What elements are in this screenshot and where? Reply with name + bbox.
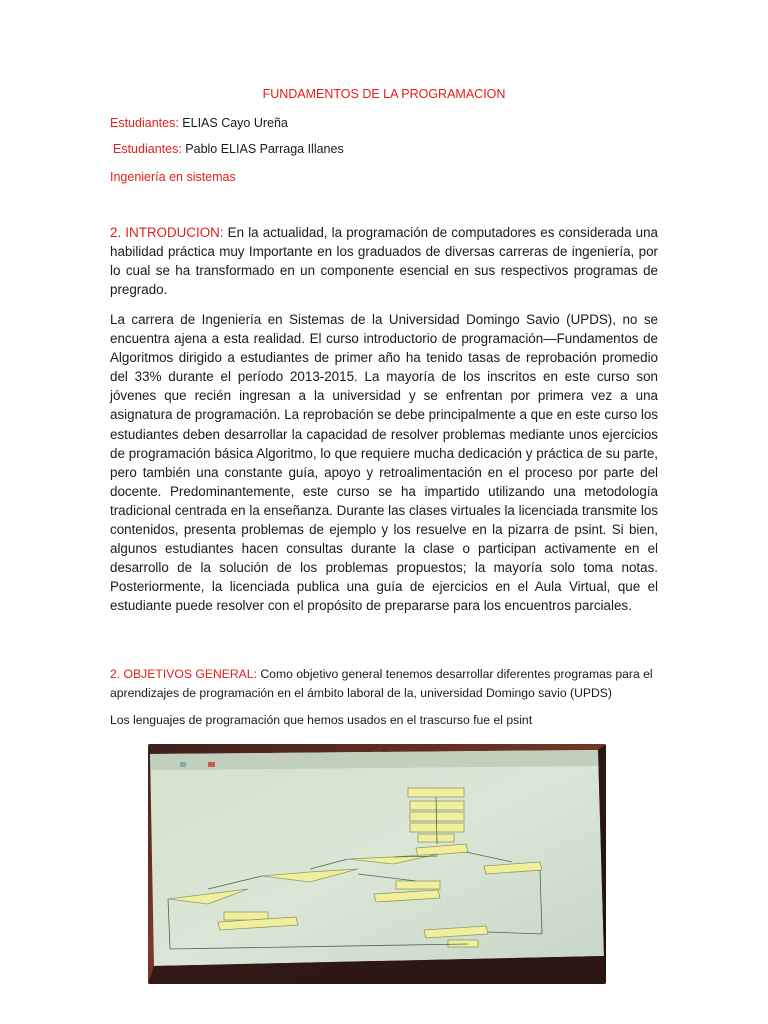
flow-node xyxy=(448,940,478,947)
objectives-paragraph xyxy=(110,665,670,703)
career-label: Ingeniería en sistemas xyxy=(110,170,236,184)
student-line-1 xyxy=(110,116,288,130)
document-title: FUNDAMENTOS DE LA PROGRAMACION xyxy=(262,87,506,101)
introduction-paragraph xyxy=(110,223,658,299)
student-line-2 xyxy=(113,142,344,156)
introduction-heading: 2. INTRODUCION: xyxy=(110,225,224,240)
student-name: Pablo ELIAS Parraga Illanes xyxy=(185,142,344,156)
student-name: ELIAS Cayo Ureña xyxy=(182,116,288,130)
objectives-heading: 2. OBJETIVOS GENERAL: xyxy=(110,667,257,681)
photo-of-flowchart-on-screen xyxy=(148,744,606,984)
flow-node xyxy=(410,812,464,821)
flow-node xyxy=(396,881,440,889)
toolbar-icon xyxy=(180,762,186,767)
flowchart-photo-svg xyxy=(148,744,606,984)
students-label: Estudiantes: xyxy=(113,142,182,156)
flow-node xyxy=(418,834,454,842)
introduction-text: En la actualidad, la programación de computadores es considerada una habilidad práctica muy Importante en los graduados de diversas carreras de ingeniería, por lo cual se ha transformado en un componente esencial en sus respectivos programas de pregrado. xyxy=(110,225,658,298)
flow-node xyxy=(408,788,464,797)
toolbar-icon xyxy=(208,762,215,767)
context-paragraph: La carrera de Ingeniería en Sistemas de la Universidad Domingo Savio (UPDS), no se encuentra ajena a esta realidad. El curso introductorio de programación—Fundamentos de Algoritmos dirigido a estudiantes de primer año ha tenido tasas de reprobación promedio del 33% durante el período 2013-2015. La mayoría de los inscritos en este curso son jóvenes que recién ingresan a la universidad y se enfrentan por primera vez a una asignatura de programación. La reprobación se debe principalmente a que en este curso los estudiantes deben desarrollar la capacidad de resolver problemas mediante unos ejercicios de programación básica Algoritmo, lo que requiere mucha dedicación y práctica de su parte, pero también una constante guía, apoyo y retroalimentación en el proceso por parte del docente. Predominantemente, este curso se ha impartido utilizando una metodología tradicional centrada en la enseñanza. Durante las clases virtuales la licenciada transmite los contenidos, presenta problemas de ejemplo y los resuelve en la pizarra de psint. Si bien, algunos estudiantes hacen consultas durante la clase o participan activamente en el desarrollo de la solución de los problemas propuestos; la mayoría solo toma notas. Posteriormente, la licenciada publica una guía de ejercicios en el Aula Virtual, que el estudiante puede resolver con el propósito de prepararse para los encuentros parciales. xyxy=(110,312,658,614)
flow-node xyxy=(410,801,464,810)
flow-node xyxy=(224,912,268,920)
languages-line: Los lenguajes de programación que hemos usados en el trascurso fue el psint xyxy=(110,713,533,727)
objectives-text: Como objetivo general tenemos desarrollar diferentes programas para el aprendizajes de programación en el ámbito laboral de la, universidad Domingo savio (UPDS) xyxy=(110,667,653,700)
students-label: Estudiantes: xyxy=(110,116,179,130)
